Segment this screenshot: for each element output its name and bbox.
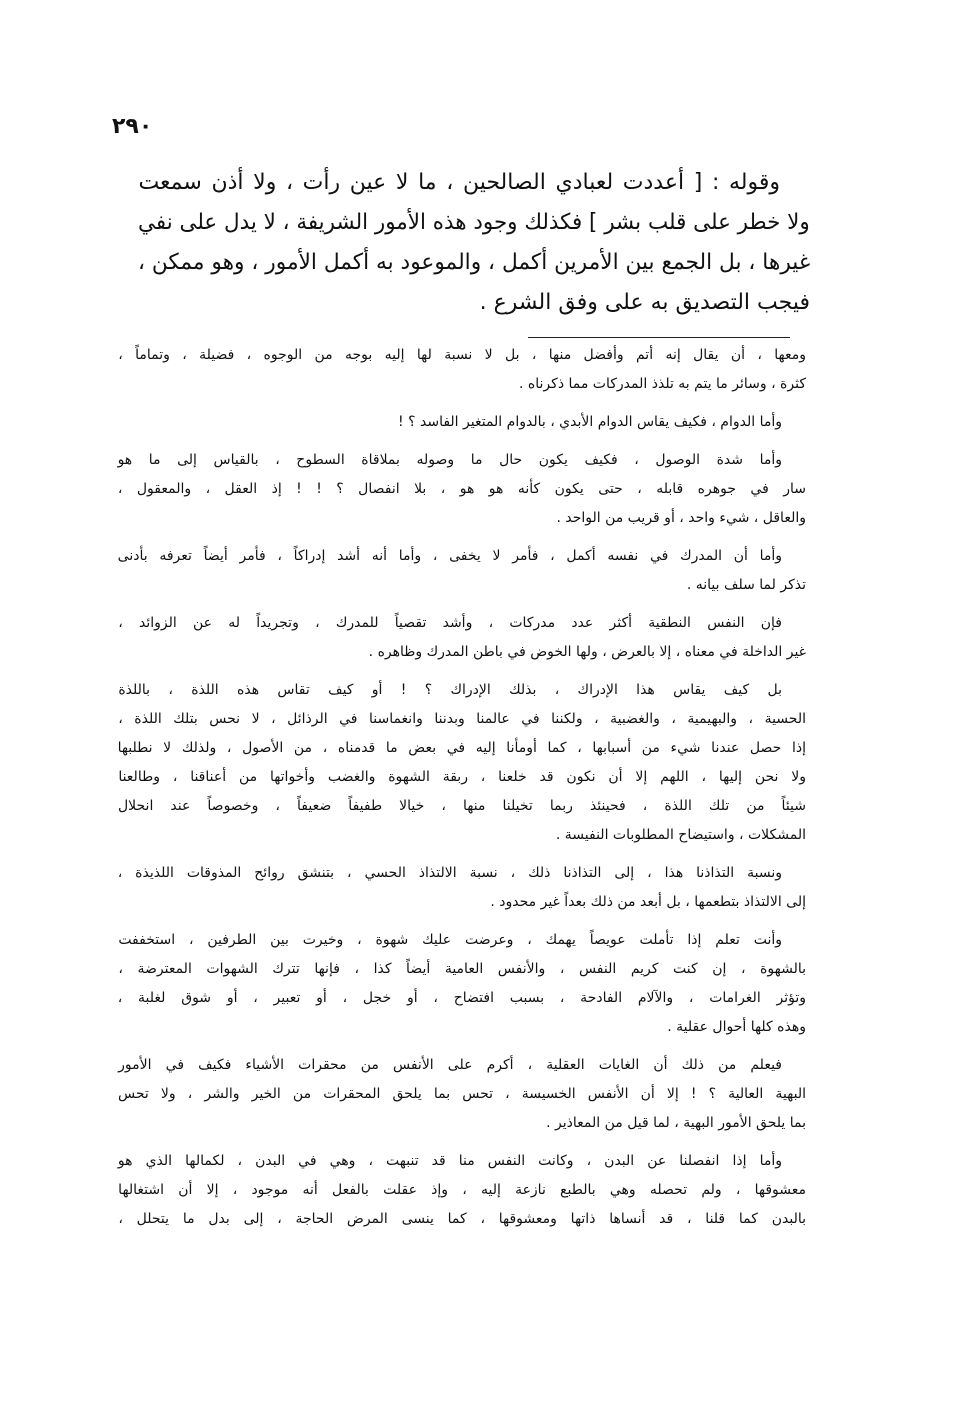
footnote-line: بما يلحق الأمور البهية ، لما قيل من المعاذير . xyxy=(546,1115,806,1131)
footnote-line: بالشهوة ، إن كنت كريم النفس ، والأنفس العامية أيضاً كذا ، فإنها تترك الشهوات المعترضة ، xyxy=(118,961,806,977)
footnote-line: إذا حصل عندنا شيء من أسبابها ، كما أومأنا إليه في بعض ما قدمناه ، من الأصول ، ولذلك لا نطلبها xyxy=(117,740,806,756)
main-text-line: فيجب التصديق به على وفق الشرع . xyxy=(479,290,810,315)
main-text-line: ولا خطر على قلب بشر ] فكذلك وجود هذه الأمور الشريفة ، لا يدل على نفي xyxy=(138,210,810,235)
footnote-line: وأما الدوام ، فكيف يقاس الدوام الأبدي ، بالدوام المتغير الفاسد ؟ ! xyxy=(398,414,782,430)
footnote-line: سار في جوهره قابله ، حتى يكون كأنه هو هو ، بلا انفصال ؟ ! ! إذ العقل ، والمعقول ، xyxy=(117,481,806,497)
footnote-line: شيئاً من تلك اللذة ، فحينئذ ربما تخيلنا منها ، خيالا طفيفاً ضعيفاً ، وخصوصاً عند انحلال xyxy=(117,798,806,814)
footnote-line: معشوقها ، ولم تحصله وهي بالطبع نازعة إليه ، وإذ عقلت بالفعل أنه موجود ، إلا أن اشتغالها xyxy=(118,1182,806,1198)
footnote-divider xyxy=(528,337,790,338)
footnote-line: فإن النفس النطقية أكثر عدد مدركات ، وأشد تقصياً للمدرك ، وتجريداً له عن الزوائد ، xyxy=(118,615,782,631)
main-text-line: وقوله : [ أعددت لعبادي الصالحين ، ما لا عين رأت ، ولا أذن سمعت xyxy=(138,170,780,195)
footnote-line: كثرة ، وسائر ما يتم به تلذذ المدركات مما ذكرناه . xyxy=(519,376,806,392)
footnote-line: وأما أن المدرك في نفسه أكمل ، فأمر لا يخفى ، وأما أنه أشد إدراكاً ، فأمر أيضاً تعرفه بأدنى xyxy=(117,548,782,564)
footnote-line: بل كيف يقاس هذا الإدراك ، بذلك الإدراك ؟ ! أو كيف تقاس هذه اللذة ، باللذة xyxy=(118,682,782,698)
main-text-line: غيرها ، بل الجمع بين الأمرين أكمل ، والموعود به أكمل الأمور ، وهو ممكن ، xyxy=(137,250,810,275)
footnote-line: ونسبة التذاذنا هذا ، إلى التذاذنا ذلك ، نسبة الالتذاذ الحسي ، بتنشق روائح المذوقات اللذيذة ، xyxy=(117,865,782,881)
footnote-line: غير الداخلة في معناه ، إلا بالعرض ، ولها الخوض في باطن المدرك وظاهره . xyxy=(368,644,806,660)
page-number: ٢٩٠ xyxy=(112,114,153,139)
footnote-line: الحسية ، والبهيمية ، والغضبية ، ولكننا في عالمنا وبدننا وانغماسنا في الرذائل ، لا نحس بتلك اللذة ، xyxy=(118,711,806,727)
footnote-line: وأما شدة الوصول ، فكيف يكون حال ما وصوله بملاقاة السطوح ، بالقياس إلى ما هو xyxy=(117,452,782,468)
footnote-line: البهية العالية ؟ ! إلا أن الأنفس الخسيسة ، تحس بما يلحق المحقرات من الخير والشر ، ولا تحس xyxy=(118,1086,806,1102)
footnote-line: ولا نحن إليها ، اللهم إلا أن نكون قد خلعنا ، ربقة الشهوة والغضب وأخواتها من أعناقنا ، وطالعنا xyxy=(118,769,806,785)
footnote-line: تذكر لما سلف بيانه . xyxy=(686,577,806,593)
footnote-line: وأنت تعلم إذا تأملت عويصاً يهمك ، وعرضت عليك شهوة ، وخيرت بين الطرفين ، استخففت xyxy=(118,932,782,948)
footnote-line: إلى الالتذاذ بتطعمها ، بل أبعد من ذلك بعداً غير محدود . xyxy=(490,894,806,910)
footnote-line: وتؤثر الغرامات ، والآلام الفادحة ، بسبب افتضاح ، أو خجل ، أو تعبير ، أو شوق لغلبة ، xyxy=(117,990,806,1006)
footnote-line: وهذه كلها أحوال عقلية . xyxy=(667,1019,806,1035)
footnote-line: وأما إذا انفصلنا عن البدن ، وكانت النفس منا قد تنبهت ، وهي في البدن ، لكمالها الذي هو xyxy=(117,1153,782,1169)
footnote-line: المشكلات ، واستيضاح المطلوبات النفيسة . xyxy=(555,827,806,843)
footnote-line: بالبدن كما قلنا ، قد أنساها ذاتها ومعشوقها ، كما ينسى المرض الحاجة ، إلى بدل ما يتحلل ، xyxy=(118,1211,806,1227)
footnote-line: والعاقل ، شيء واحد ، أو قريب من الواحد . xyxy=(556,510,806,526)
footnote-line: ومعها ، أن يقال إنه أتم وأفضل منها ، بل لا نسبة لها إليه بوجه من الوجوه ، فضيلة ، وتماماً ، xyxy=(118,347,806,363)
footnote-line: فيعلم من ذلك أن الغايات العقلية ، أكرم على الأنفس من محقرات الأشياء فكيف في الأمور xyxy=(118,1057,782,1073)
